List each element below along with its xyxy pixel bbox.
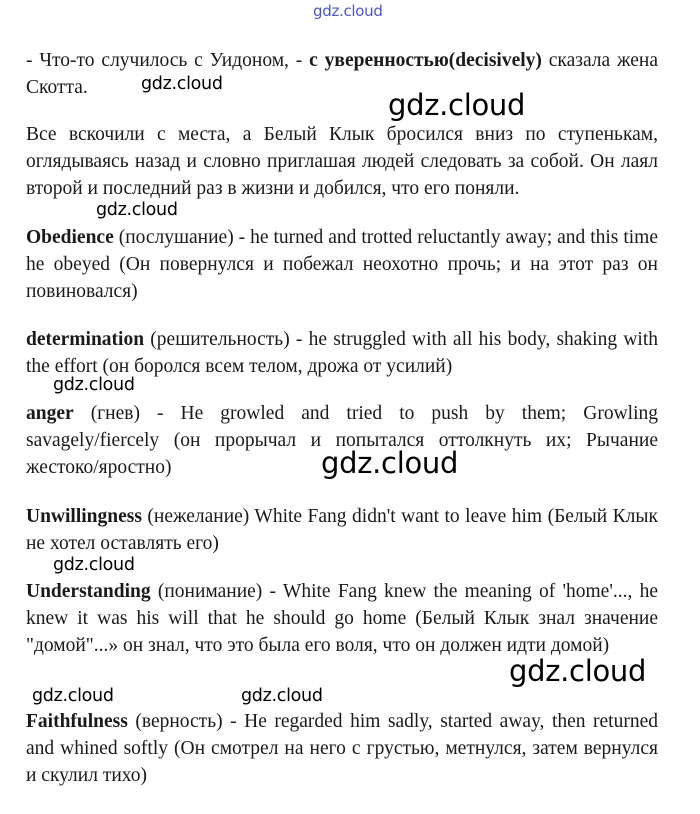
watermark: gdz.cloud bbox=[53, 555, 135, 575]
paragraph-unwillingness bbox=[26, 503, 658, 557]
paragraph-1-text-c: сказала жена Скотта. bbox=[26, 50, 658, 98]
paragraph-2: Все вскочили с места, а Белый Клык бросился вниз по ступенькам, оглядываясь назад и словно приглашая людей следовать за собой. Он лаял второй и последний раз в жизни и добился, что его поняли. bbox=[26, 124, 658, 199]
watermark: gdz.cloud bbox=[509, 654, 647, 688]
paragraph-determination bbox=[26, 326, 658, 380]
definition-determination: (решительность) - he struggled with all his body, shaking with the effort (он боролся всем телом, дрожа от усилий) bbox=[26, 329, 658, 377]
definition-understanding: (понимание) - White Fang knew the meaning of 'home'..., he knew it was his will that he should go home (Белый Клык знал значение "домой"...» он знал, что это была его воля, что он должен идти домой) bbox=[26, 581, 658, 656]
term-unwillingness: Unwillingness bbox=[26, 506, 142, 527]
paragraph-faithfulness bbox=[26, 708, 658, 789]
term-faithfulness: Faithfulness bbox=[26, 711, 128, 732]
definition-unwillingness: (нежелание) White Fang didn't want to leave him (Белый Клык не хотел оставлять его) bbox=[26, 506, 658, 554]
watermark: gdz.cloud bbox=[32, 686, 114, 706]
term-anger: anger bbox=[26, 403, 74, 424]
watermark: gdz.cloud bbox=[321, 446, 459, 480]
definition-anger: (гнев) - He growled and tried to push by them; Growling savagely/fiercely (он прорычал и попытался оттолкнуть их; Рычание жестоко/яростно) bbox=[26, 403, 658, 478]
term-obedience: Obedience bbox=[26, 227, 114, 248]
watermark: gdz.cloud bbox=[141, 74, 223, 94]
paragraph-understanding bbox=[26, 578, 658, 659]
watermark: gdz.cloud bbox=[96, 200, 178, 220]
term-determination: determination bbox=[26, 329, 145, 350]
watermark: gdz.cloud bbox=[241, 686, 323, 706]
watermark: gdz.cloud bbox=[53, 375, 135, 395]
paragraph-obedience bbox=[26, 224, 658, 305]
term-understanding: Understanding bbox=[26, 581, 151, 602]
watermark-top: gdz.cloud bbox=[313, 2, 383, 20]
paragraph-1-bold: с уверенностью(decisively) bbox=[309, 50, 542, 71]
definition-obedience: (послушание) - he turned and trotted reluctantly away; and this time he obeyed (Он повернулся и побежал неохотно прочь; и на этот раз он повиновался) bbox=[26, 227, 658, 302]
watermark: gdz.cloud bbox=[388, 88, 526, 122]
paragraph-1-text-a: - Что-то случилось с Уидоном, - bbox=[26, 50, 310, 71]
paragraph-1 bbox=[26, 47, 658, 101]
definition-faithfulness: (верность) - He regarded him sadly, started away, then returned and whined softly (Он смотрел на него с грустью, метнулся, затем вернулся и скулил тихо) bbox=[26, 711, 658, 786]
